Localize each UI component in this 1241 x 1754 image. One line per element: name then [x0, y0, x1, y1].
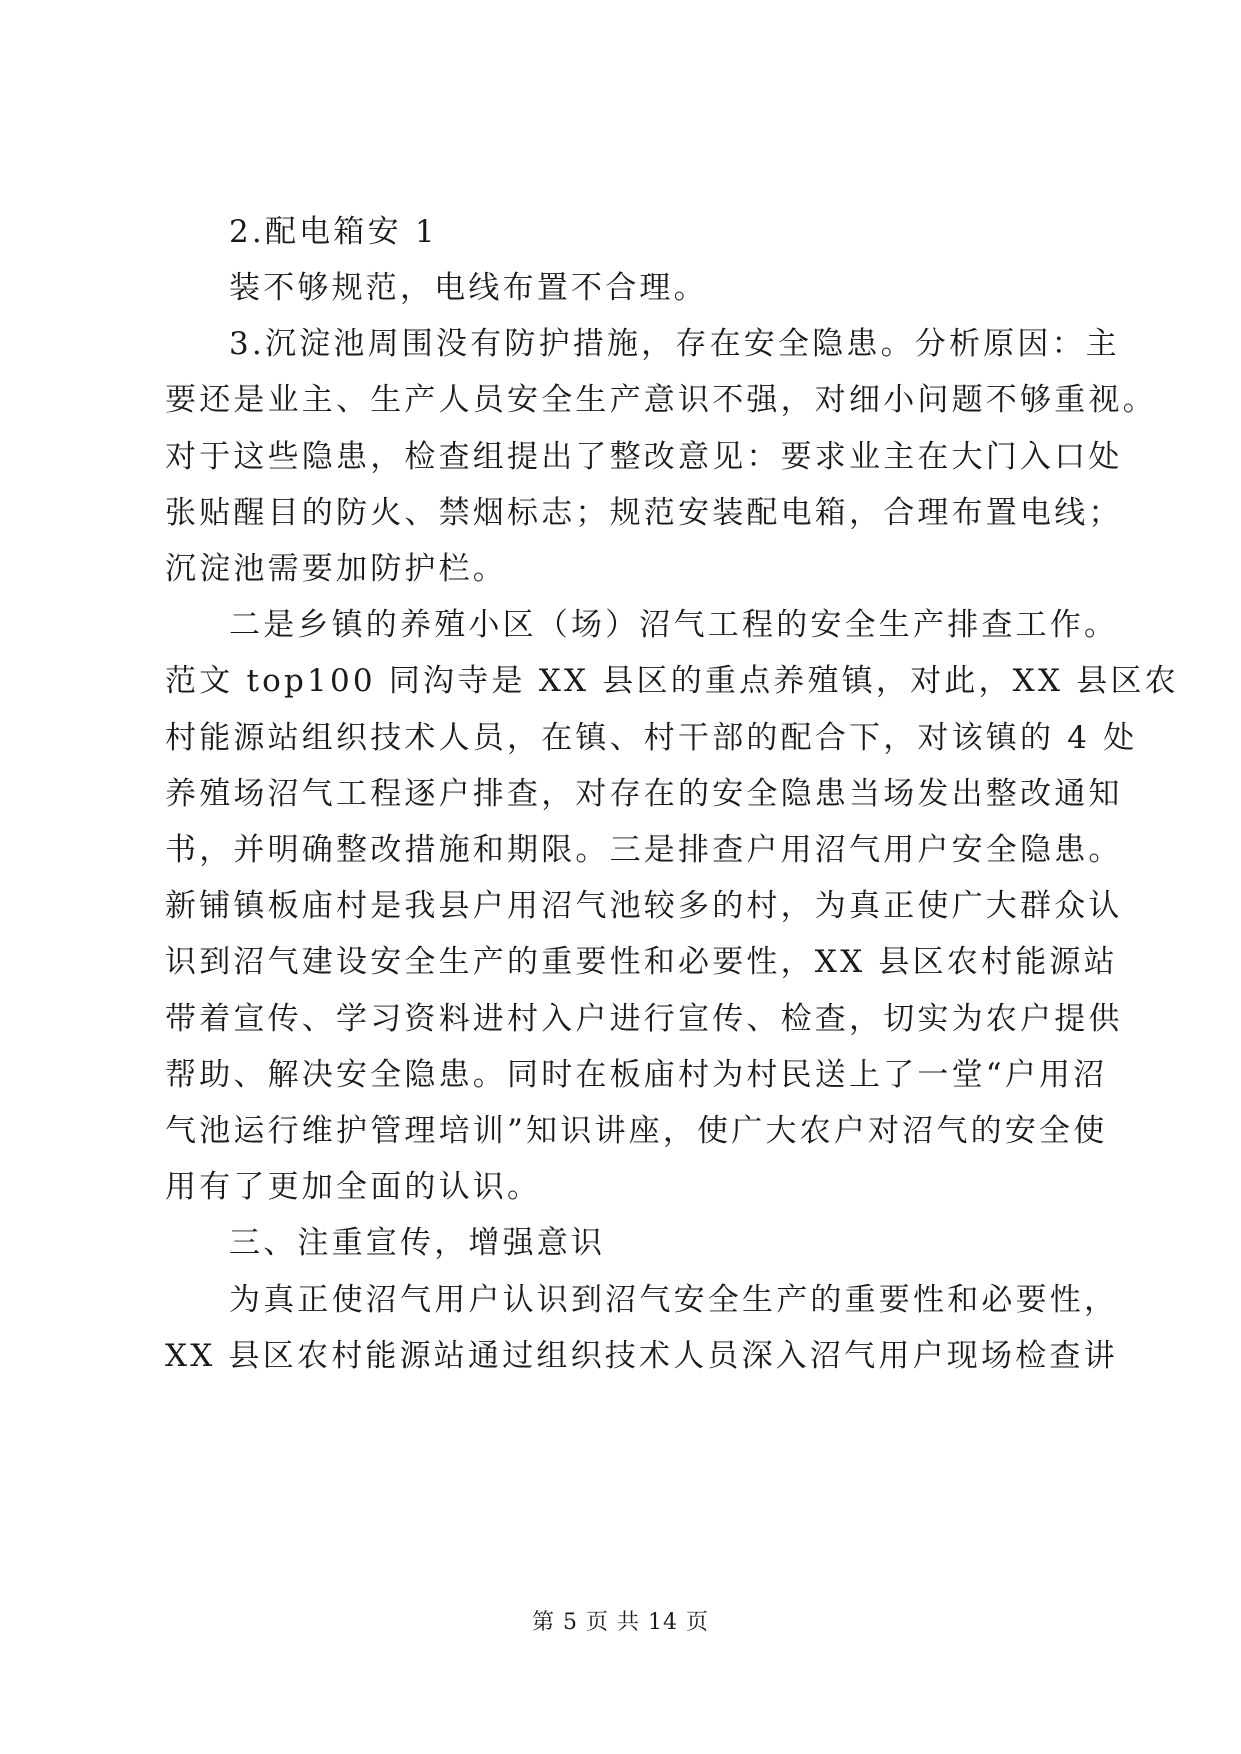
paragraph-line: XX 县区农村能源站通过组织技术人员深入沼气用户现场检查讲: [165, 1338, 1118, 1374]
paragraph-line: 用有了更加全面的认识。: [165, 1169, 542, 1205]
paragraph-line: 要还是业主、生产人员安全生产意识不强，对细小问题不够重视。: [165, 382, 1157, 418]
paragraph-line: 村能源站组织技术人员，在镇、村干部的配合下，对该镇的 4 处: [165, 720, 1138, 756]
paragraph-line: 为真正使沼气用户认识到沼气安全生产的重要性和必要性，: [229, 1282, 1119, 1318]
paragraph-line: 二是乡镇的养殖小区（场）沼气工程的安全生产排查工作。: [229, 607, 1119, 643]
paragraph-line: 范文 top100 同沟寺是 XX 县区的重点养殖镇，对此，XX 县区农: [165, 663, 1179, 699]
section-heading: 三、注重宣传，增强意识: [229, 1225, 606, 1261]
paragraph-line: 2.配电箱安 1: [229, 214, 438, 250]
page-number-footer: 第 5 页 共 14 页: [532, 1610, 709, 1635]
paragraph-line: 3.沉淀池周围没有防护措施，存在安全隐患。分析原因：主: [229, 326, 1120, 362]
paragraph-line: 新铺镇板庙村是我县户用沼气池较多的村，为真正使广大群众认: [165, 888, 1123, 924]
paragraph-line: 养殖场沼气工程逐户排查，对存在的安全隐患当场发出整改通知: [165, 776, 1123, 812]
paragraph-line: 书，并明确整改措施和期限。三是排查户用沼气用户安全隐患。: [165, 832, 1123, 868]
paragraph-line: 带着宣传、学习资料进村入户进行宣传、检查，切实为农户提供: [165, 1001, 1123, 1037]
paragraph-line: 装不够规范，电线布置不合理。: [229, 270, 708, 306]
paragraph-line: 识到沼气建设安全生产的重要性和必要性，XX 县区农村能源站: [165, 944, 1118, 980]
paragraph-line: 气池运行维护管理培训”知识讲座，使广大农户对沼气的安全使: [165, 1113, 1108, 1149]
paragraph-line: 沉淀池需要加防护栏。: [165, 551, 507, 587]
paragraph-line: 张贴醒目的防火、禁烟标志；规范安装配电箱，合理布置电线；: [165, 495, 1123, 531]
paragraph-line: 对于这些隐患，检查组提出了整改意见：要求业主在大门入口处: [165, 439, 1123, 475]
paragraph-line: 帮助、解决安全隐患。同时在板庙村为村民送上了一堂“户用沼: [165, 1057, 1108, 1093]
